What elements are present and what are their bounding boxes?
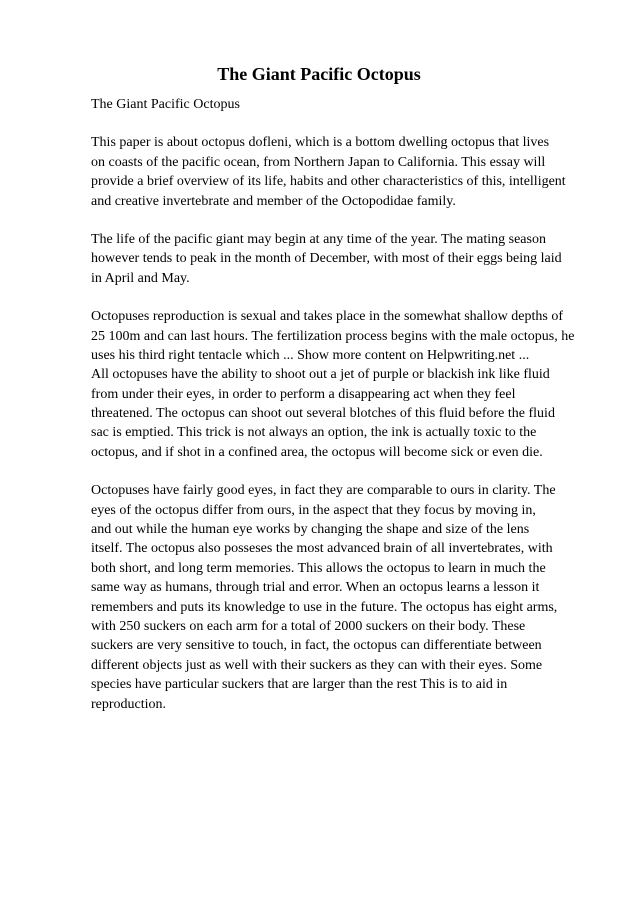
paragraph-line: species have particular suckers that are larger than the rest This is to aid in [91,677,508,693]
paragraph-life-cycle [91,230,611,288]
paragraph-line: and creative invertebrate and member of the Octopodidae family. [91,193,456,209]
paragraph-gap [91,462,611,481]
paragraph-line: suckers are very sensitive to touch, in fact, the octopus can differentiate between [91,638,542,654]
paragraph-intro [91,133,611,211]
paragraph-line: both short, and long term memories. This allows the octopus to learn in much the [91,560,546,576]
paragraph-line: same way as humans, through trial and error. When an octopus learns a lesson it [91,580,540,596]
paragraph-line: provide a brief overview of its life, habits and other characteristics of this, intelligent [91,174,566,190]
paragraph-line: however tends to peak in the month of December, with most of their eggs being laid [91,251,562,267]
paragraph-line: on coasts of the pacific ocean, from Northern Japan to California. This essay will [91,154,546,170]
document-title: The Giant Pacific Octopus [217,64,421,84]
paragraph-line: The life of the pacific giant may begin at any time of the year. The mating season [91,231,546,247]
document-body [91,95,611,714]
paragraph-line: threatened. The octopus can shoot out several blotches of this fluid before the fluid [91,406,555,422]
paragraph-line: All octopuses have the ability to shoot out a jet of purple or blackish ink like fluid [91,367,550,383]
paragraph-gap [91,114,611,133]
paragraph-line: eyes of the octopus differ from ours, in the aspect that they focus by moving in, [91,502,536,518]
paragraph-line: uses his third right tentacle which ... Show more content on Helpwriting.net ... [91,347,530,363]
paragraph-line: with 250 suckers on each arm for a total of 2000 suckers on their body. These [91,618,526,634]
paragraph-line: reproduction. [91,696,167,712]
paragraph-line: remembers and puts its knowledge to use in the future. The octopus has eight arms, [91,599,558,615]
paragraph-line: Octopuses reproduction is sexual and takes place in the somewhat shallow depths of [91,309,563,325]
paragraph-line: itself. The octopus also posseses the most advanced brain of all invertebrates, with [91,541,553,557]
document-subtitle: The Giant Pacific Octopus [91,97,240,112]
paragraph-line: Octopuses have fairly good eyes, in fact they are comparable to ours in clarity. The [91,483,556,499]
paragraph-eyes-and-arms [91,481,611,714]
paragraph-gap [91,288,611,307]
paragraph-line: in April and May. [91,270,190,286]
paragraph-line: sac is emptied. This trick is not always an option, the ink is actually toxic to the [91,425,537,441]
paragraph-line: octopus, and if shot in a confined area, the octopus will become sick or even die. [91,444,543,460]
paragraph-line: This paper is about octopus dofleni, which is a bottom dwelling octopus that lives [91,135,550,151]
paragraph-line: from under their eyes, in order to perform a disappearing act when they feel [91,386,516,402]
paragraph-line: different objects just as well with their suckers as they can with their eyes. Some [91,657,543,673]
paragraph-line: and out while the human eye works by changing the shape and size of the lens [91,522,530,538]
paragraph-reproduction [91,307,611,462]
paragraph-gap [91,211,611,230]
paragraph-line: 25 100m and can last hours. The fertilization process begins with the male octopus, he [91,328,575,344]
